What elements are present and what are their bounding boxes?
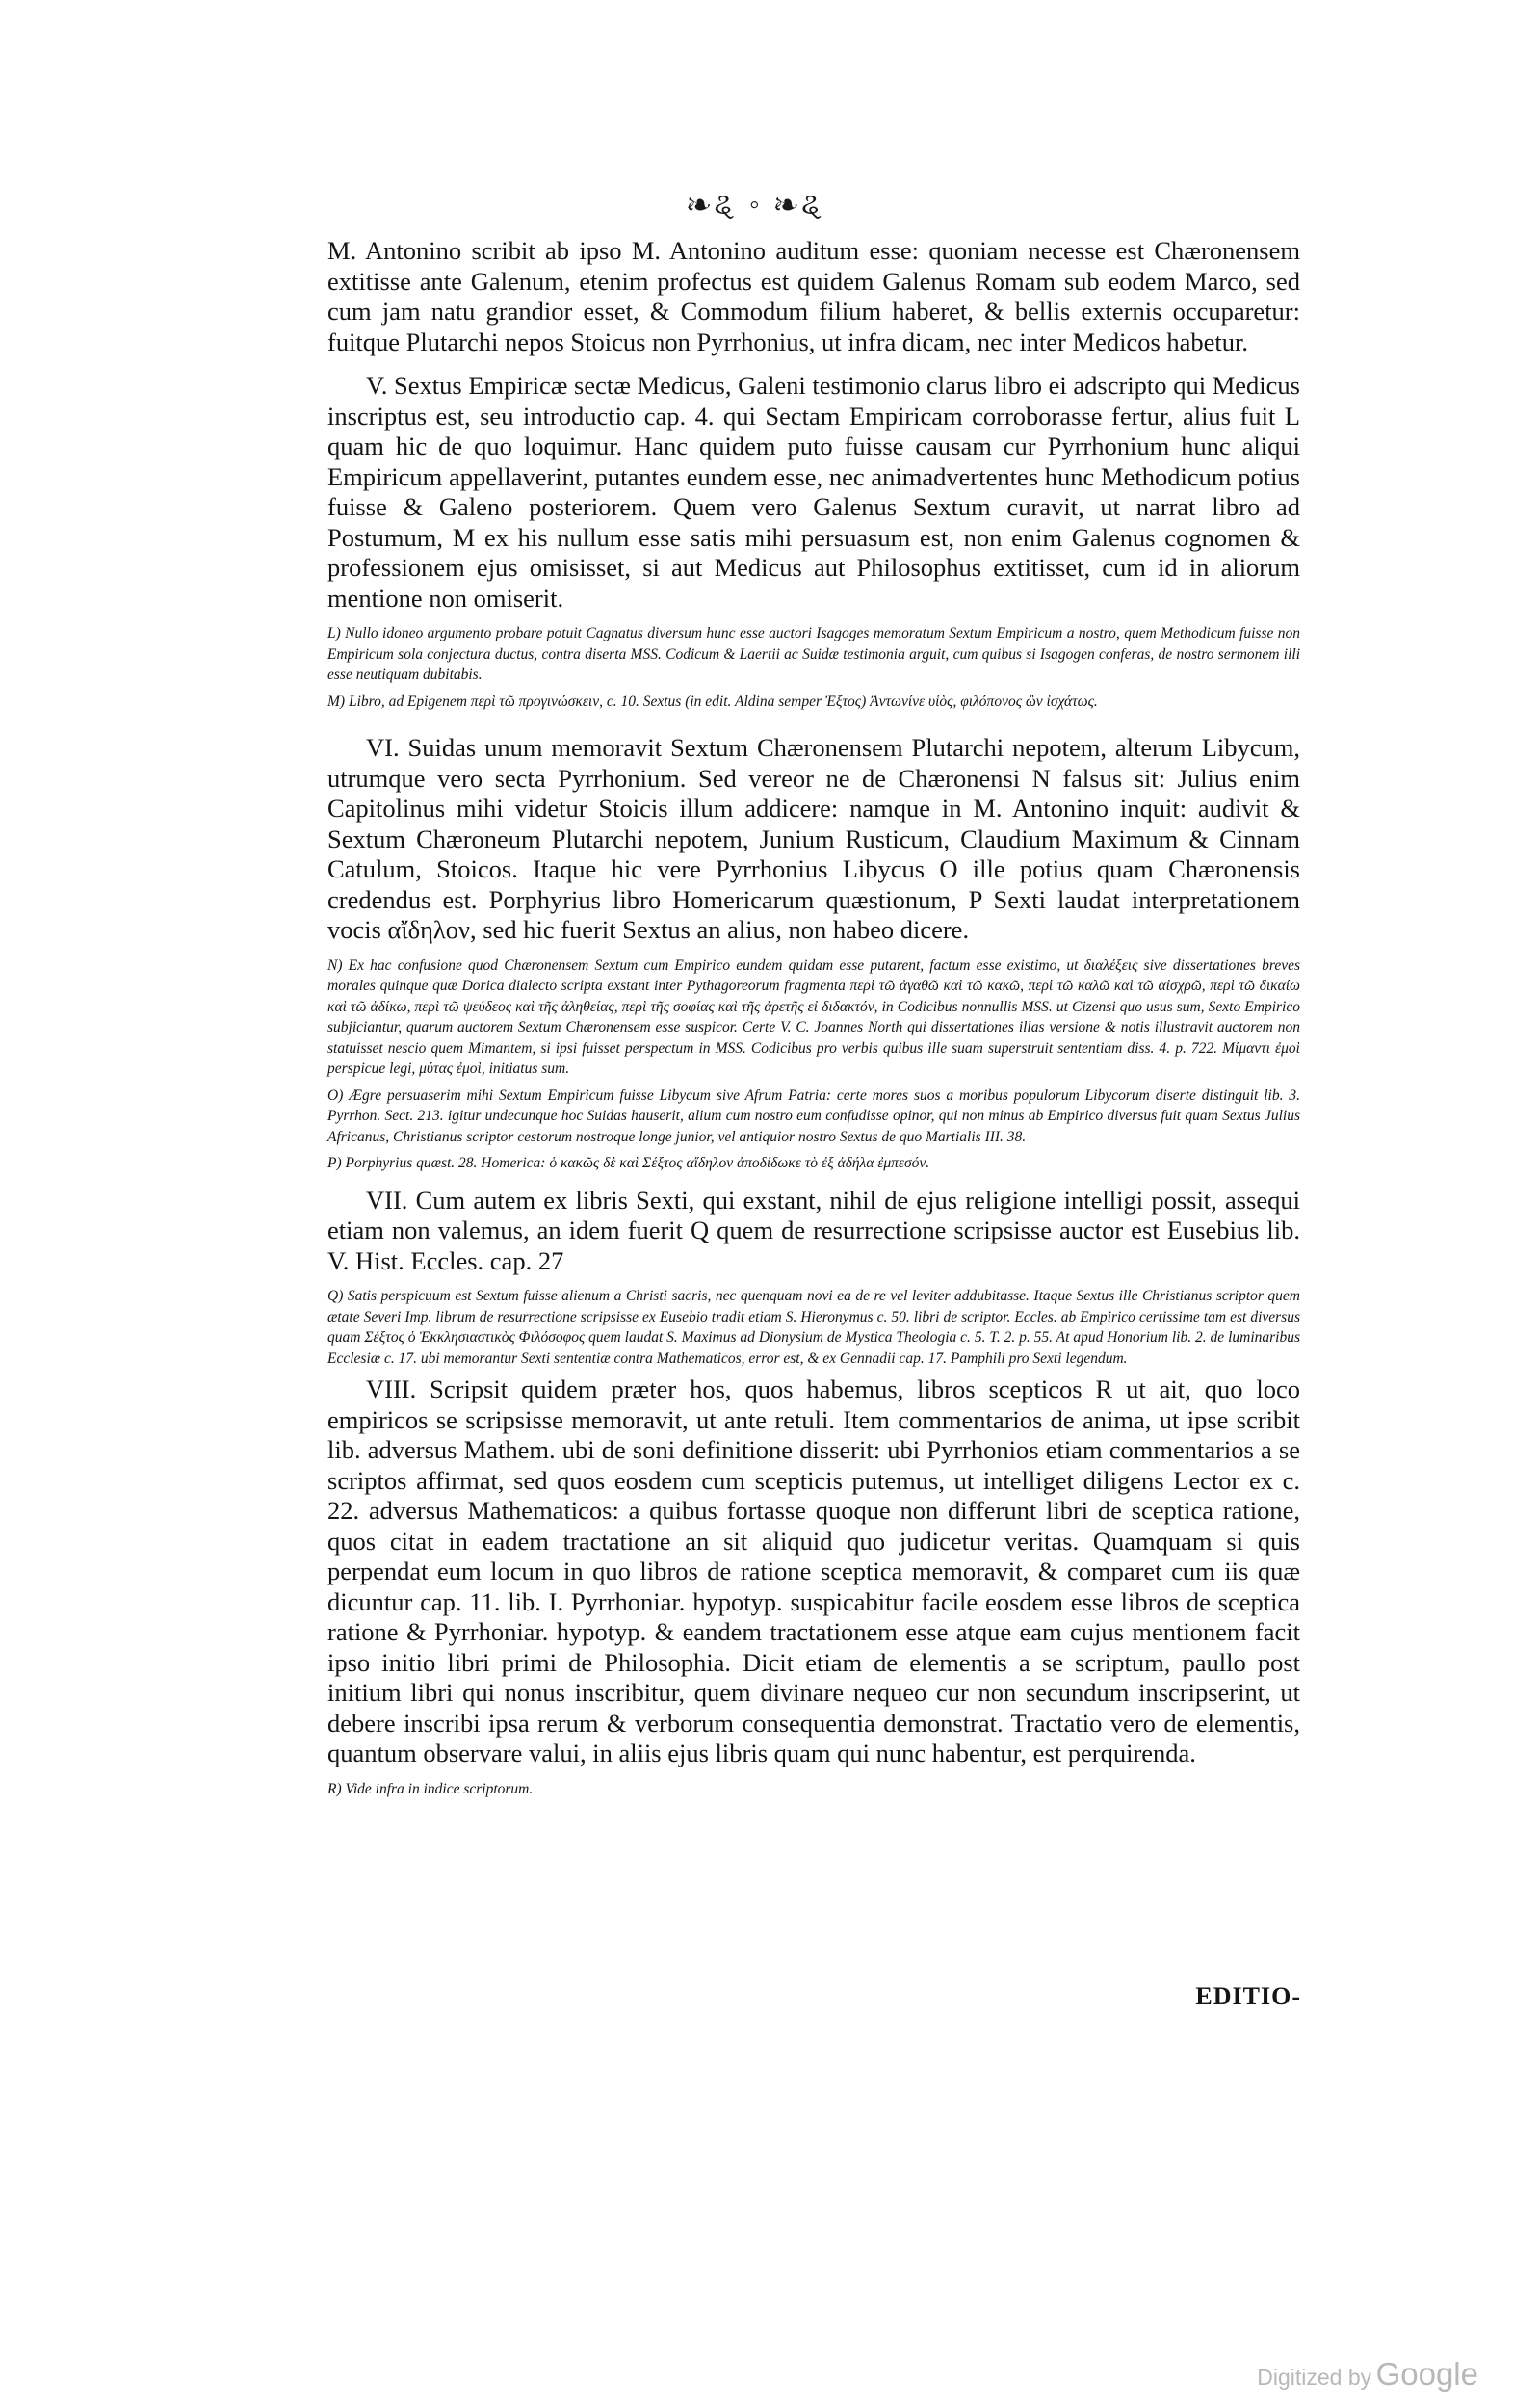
digitized-watermark [1257, 2356, 1478, 2393]
paragraph-v: V. Sextus Empiricæ sectæ Medicus, Galeni testimonio clarus libro ei adscripto qui Medicus inscriptus est, seu introductio cap. 4. qui Sectam Empiricam corroborasse fertur, alius fuit L quam hic de quo loquimur. Hanc quidem puto fuisse causam cur Pyrrhonium hunc aliqui Empiricum appellaverint, putantes eundem esse, nec animadvertentes hunc Methodicum potius fuisse & Galeno posteriorem. Quem vero Galenus Sextum curavit, ut narrat libro ad Postumum, M ex his nullum esse satis mihi persuasum est, non enim Galenus cognomen & professionem ejus omisisset, si aut Medicus aut Philosophus extitisset, cum id in aliorum mentione non omiserit. [327, 371, 1300, 613]
catchword: EDITIO- [1195, 1982, 1301, 2010]
footnote-l: L) Nullo idoneo argumento probare potuit Cagnatus diversum hunc esse auctori Isagoges memoratum Sextum Empiricum a nostro, quem Methodicum fuisse non Empiricum sola conjectura ductus, contra diserta MSS. Codicum & Laertii ac Suidæ testimonia arguit, cum quibus si Isagogen conferas, de nostro sermonem illi esse neutiquam dubitabis. [327, 625, 1300, 683]
footnote-r: R) Vide infra in indice scriptorum. [327, 1780, 534, 1797]
footnote-q: Q) Satis perspicuum est Sextum fuisse alienum a Christi sacris, nec quenquam novi ea de re vel leviter addubitasse. Itaque Sextus ille Christianus scriptor quem ætate Severi Imp. librum de resurrectione scripsisse ex Eusebio tradit etiam S. Hieronymus c. 50. libri de scriptor. Eccles. ab Empirico certissime tam est diversus quam Σέξτος ὁ Ἐκκλησιαστικὸς Φιλόσοφος quem laudat S. Maximus ad Dionysium de Mystica Theologia c. 5. T. 2. p. 55. At apud Honorium lib. 2. de luminaribus Ecclesiæ c. 17. ubi memorantur Sexti sententiæ contra Mathematicos, error est, & ex Gennadii cap. 17. Pamphili pro Sexti legendum. [327, 1288, 1300, 1367]
footnote-n: N) Ex hac confusione quod Chæronensem Sextum cum Empirico eundem quidam esse putarent, factum esse existimo, ut διαλέξεις sive dissertationes breves morales quinque quæ Dorica dialecto scripta exstant inter Pythagoreorum fragmenta περὶ τῶ ἀγαθῶ καὶ τῶ κακῶ, περὶ τῶ καλῶ καὶ τῶ αἰσχρῶ, περὶ τῶ δικαίω καὶ τῶ ἀδίκω, περὶ τῶ ψεύδεος καὶ τῆς ἀληθείας, περὶ τῆς σοφίας καὶ τῆς ἀρετῆς εἰ διδακτόν, in Codicibus nonnullis MSS. ut Cizensi quo usus sum, Sexto Empirico subjiciantur, quarum auctorem Sextum Chæronensem esse suspicor. Certe V. C. Joannes North qui dissertationes illas versione & notis illustravit auctorem non statuisset nescio quem Mimantem, si ipsi fuisset perspectum in MSS. Codicibus pro verbis quibus ille suam superstruit sententiam diss. 4. p. 722. Μίμαντι ἐμοὶ perspicue legi, μύτας ἐμοὶ, initiatus sum. [327, 956, 1300, 1077]
paragraph-viii: VIII. Scripsit quidem præter hos, quos habemus, libros scepticos R ut ait, quo loco empiricos se scripsisse memoravit, ut ante retuli. Item commentarios de anima, ut ipse scribit lib. adversus Mathem. ubi de soni definitione disserit: ubi Pyrrhonios etiam commentarios a se scriptos affirmat, sed quos eosdem cum scepticis putemus, ut intelliget diligens Lector ex c. 22. adversus Mathematicos: a quibus fortasse quoque non differunt libri de sceptica ratione, quos citat in eadem tractatione an sit aliquid quo judicetur veritas. Quamquam si quis perpendat eum locum in quo libros de ratione sceptica memoravit, & comparet cum iis quæ dicuntur cap. 11. lib. I. Pyrrhoniar. hypotyp. suspicabitur facile eosdem esse libros de sceptica ratione & Pyrrhoniar. hypotyp. & eandem tractationem esse atque eam cujus mentionem facit ipso initio libri primi de Philosophia. Dicit etiam de elementis a se scriptum, paullo post initium libri qui nonus inscribitur, quem divinare nequeo cur non secundum inscripserint, ut debere inscribi ipsa rerum & verborum consequentia demonstrat. Tractatio vero de elementis, quantum observare valui, in aliis ejus libris quam qui nunc habentur, est perquirenda. [327, 1374, 1300, 1767]
paragraph-continuation: M. Antonino scribit ab ipso M. Antonino auditum esse: quoniam necesse est Chæronensem extitisse ante Galenum, etenim profectus est quidem Galenus Romam sub eodem Marco, sed cum jam natu grandior esset, & Commodum filium haberet, & bellis externis occuparetur: fuitque Plutarchi nepos Stoicus non Pyrrhonius, ut infra dicam, nec inter Medicos habetur. [327, 236, 1300, 356]
footnote-m: M) Libro, ad Epigenem περὶ τῶ προγινώσκειν, c. 10. Sextus (in edit. Aldina semper Ἐξτος) Ἀντωνίνε υἱὸς, φιλόπονος ὢν ἰσχάτως. [327, 693, 1098, 710]
watermark-by: Digitized by [1257, 2365, 1372, 2390]
paragraph-vii: VII. Cum autem ex libris Sexti, qui exstant, nihil de ejus religione intelligi possit, assequi etiam non valemus, an idem fuerit Q quem de resurrectione scripsisse auctor est Eusebius lib. V. Hist. Eccles. cap. 27 [327, 1185, 1300, 1275]
page-body [327, 236, 1300, 1799]
footnote-o: O) Ægre persuaserim mihi Sextum Empiricum fuisse Libycum sive Afrum Patria: certe mores suos a moribus populorum Libycorum diserte distinguit lib. 3. Pyrrhon. Sect. 213. igitur undecunque hoc Suidas hauserit, alium cum nostro eum confudisse opinor, qui non minus ab Empirico diversus fuit quam Sextus Julius Africanus, Christianus scriptor cestorum nostroque longe junior, vel antiquior nostro Sextus de quo Martialis III. 38. [327, 1086, 1300, 1145]
watermark-brand: Google [1375, 2356, 1478, 2392]
paragraph-vi: VI. Suidas unum memoravit Sextum Chæronensem Plutarchi nepotem, alterum Libycum, utrumque vero secta Pyrrhonium. Sed vereor ne de Chæronensi N falsus sit: Julius enim Capitolinus mihi videtur Stoicis illum addicere: namque in M. Antonino inquit: audivit & Sextum Chæroneum Plutarchi nepotem, Junium Rusticum, Claudium Maximum & Cinnam Catulum, Stoicos. Itaque hic vere Pyrrhonius Libycus O ille potius quam Chæronensis credendus est. Porphyrius libro Homericarum quæstionum, P Sexti laudat interpretationem vocis αἴδηλον, sed hic fuerit Sextus an alius, non habeo dicere. [327, 733, 1300, 944]
footnote-p: P) Porphyrius quæst. 28. Homerica: ὁ κακῶς δὲ καὶ Σέξτος αἴδηλον ἀποδίδωκε τὸ ἐξ ἀδήλα ἐμπεσόν. [327, 1155, 930, 1171]
header-ornament: ❧ୡ ◦ ❧ୡ [687, 189, 826, 221]
